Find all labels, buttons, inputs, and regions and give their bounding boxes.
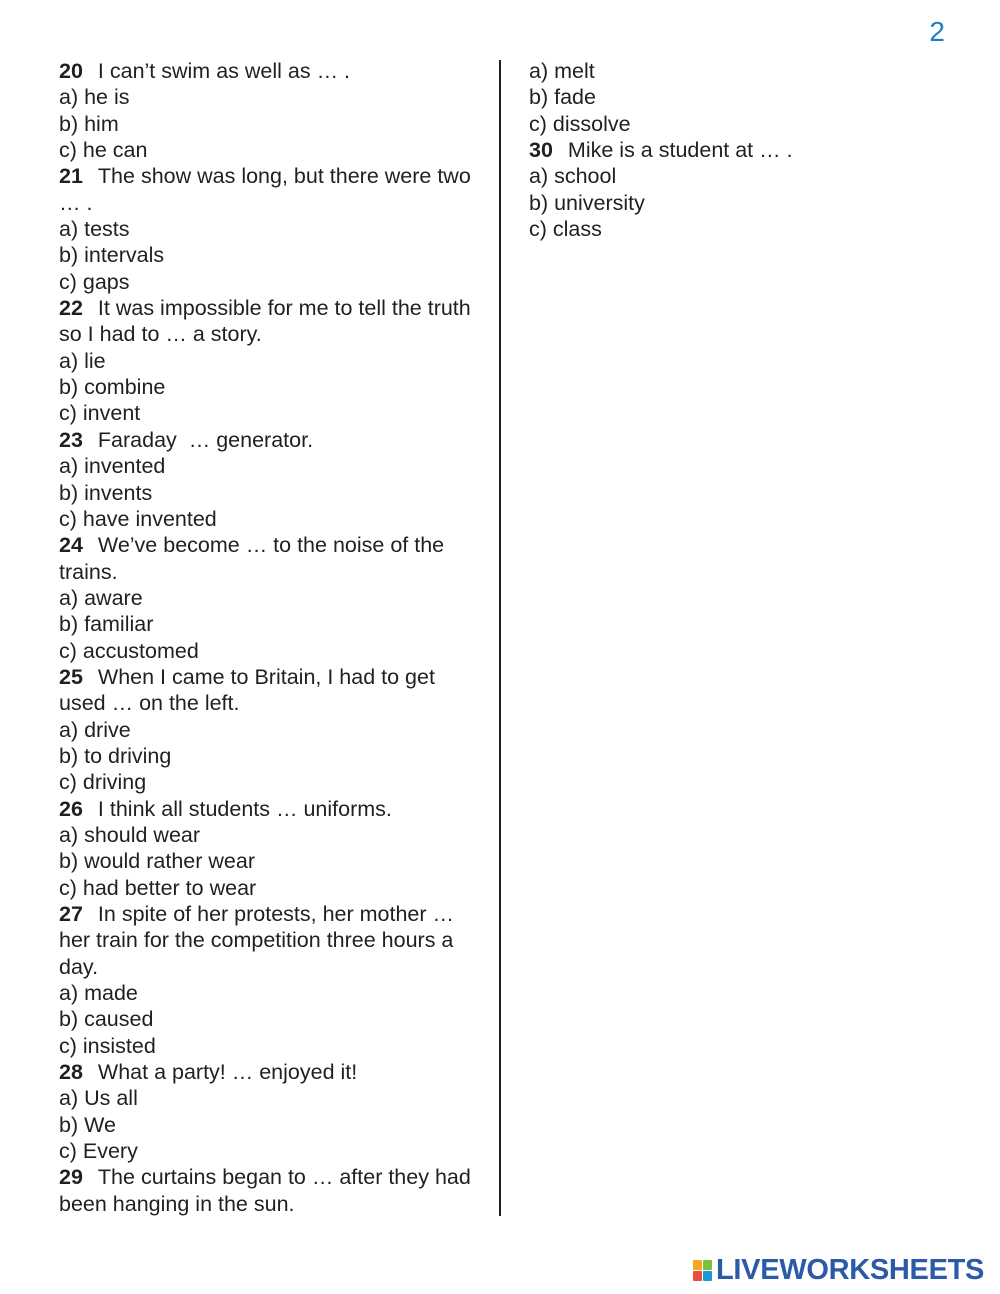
question-text: What a party! … enjoyed it! bbox=[97, 1060, 358, 1085]
question-text: Faraday … generator. bbox=[97, 427, 314, 452]
question-text: I think all students … uniforms. bbox=[97, 796, 392, 821]
column-divider bbox=[499, 60, 501, 1216]
option-21a[interactable]: a) tests bbox=[59, 217, 130, 242]
option-30b[interactable]: b) university bbox=[529, 190, 645, 215]
question-20 bbox=[59, 58, 479, 84]
option-21c[interactable]: c) gaps bbox=[59, 269, 130, 294]
question-number: 21 bbox=[59, 164, 83, 189]
question-29 bbox=[59, 1164, 479, 1217]
question-text: When I came to Britain, I had to get used … on the left. bbox=[59, 664, 435, 716]
left-column bbox=[59, 58, 479, 1217]
option-23c[interactable]: c) have invented bbox=[59, 506, 217, 531]
question-28 bbox=[59, 1059, 479, 1085]
option-21b[interactable]: b) intervals bbox=[59, 243, 165, 268]
option-22c[interactable]: c) invent bbox=[59, 401, 141, 426]
option-28b[interactable]: b) We bbox=[59, 1112, 116, 1137]
option-23b[interactable]: b) invents bbox=[59, 480, 153, 505]
question-number: 27 bbox=[59, 902, 83, 926]
option-24a[interactable]: a) aware bbox=[59, 585, 143, 610]
option-27c[interactable]: c) insisted bbox=[59, 1033, 156, 1058]
option-25b[interactable]: b) to driving bbox=[59, 743, 172, 768]
option-29b[interactable]: b) fade bbox=[529, 85, 596, 110]
option-25c[interactable]: c) driving bbox=[59, 770, 147, 795]
question-number: 22 bbox=[59, 296, 83, 321]
option-28a[interactable]: a) Us all bbox=[59, 1086, 138, 1111]
question-number: 30 bbox=[529, 138, 553, 163]
option-26b[interactable]: b) would rather wear bbox=[59, 849, 255, 874]
question-number: 20 bbox=[59, 59, 83, 83]
question-text: In spite of her protests, her mother … her train for the competition three hours a day. bbox=[59, 902, 455, 979]
logo-square bbox=[703, 1260, 712, 1270]
question-number: 29 bbox=[59, 1165, 83, 1190]
option-23a[interactable]: a) invented bbox=[59, 454, 166, 479]
logo-text: LIVEWORKSHEETS bbox=[716, 1253, 985, 1286]
option-26a[interactable]: a) should wear bbox=[59, 822, 201, 847]
option-24c[interactable]: c) accustomed bbox=[59, 638, 199, 663]
logo-square bbox=[693, 1260, 702, 1270]
question-25 bbox=[59, 664, 479, 717]
option-26c[interactable]: c) had better to wear bbox=[59, 875, 257, 900]
question-text: The curtains began to … after they had been hanging in the sun. bbox=[59, 1165, 471, 1216]
question-text: I can’t swim as well as … . bbox=[97, 59, 351, 83]
option-29a[interactable]: a) melt bbox=[529, 59, 595, 83]
option-27b[interactable]: b) caused bbox=[59, 1007, 154, 1032]
option-20b[interactable]: b) him bbox=[59, 111, 119, 136]
liveworksheets-logo-icon bbox=[693, 1260, 712, 1281]
question-number: 28 bbox=[59, 1060, 83, 1085]
question-26 bbox=[59, 796, 479, 822]
option-29c[interactable]: c) dissolve bbox=[529, 111, 631, 136]
option-24b[interactable]: b) familiar bbox=[59, 612, 154, 637]
question-text: The show was long, but there were two … . bbox=[59, 164, 471, 215]
option-20c[interactable]: c) he can bbox=[59, 138, 148, 163]
option-25a[interactable]: a) drive bbox=[59, 717, 131, 742]
liveworksheets-logo[interactable] bbox=[693, 1254, 984, 1286]
question-30 bbox=[529, 137, 949, 163]
question-21 bbox=[59, 163, 479, 216]
question-22 bbox=[59, 295, 479, 348]
page-number: 2 bbox=[929, 16, 945, 47]
question-23 bbox=[59, 427, 479, 453]
option-22b[interactable]: b) combine bbox=[59, 375, 166, 400]
question-text: Mike is a student at … . bbox=[567, 138, 793, 163]
question-number: 24 bbox=[59, 533, 83, 558]
option-30a[interactable]: a) school bbox=[529, 164, 617, 189]
right-column bbox=[529, 58, 949, 242]
option-27a[interactable]: a) made bbox=[59, 981, 138, 1006]
question-27 bbox=[59, 901, 479, 980]
option-22a[interactable]: a) lie bbox=[59, 348, 106, 373]
question-text: We’ve become … to the noise of the trains. bbox=[59, 533, 445, 584]
question-24 bbox=[59, 532, 479, 585]
question-number: 26 bbox=[59, 796, 83, 821]
logo-square bbox=[703, 1271, 712, 1281]
logo-square bbox=[693, 1271, 702, 1281]
option-28c[interactable]: c) Every bbox=[59, 1139, 138, 1164]
question-number: 23 bbox=[59, 427, 83, 452]
question-number: 25 bbox=[59, 664, 83, 689]
option-20a[interactable]: a) he is bbox=[59, 85, 130, 110]
question-text: It was impossible for me to tell the truth so I had to … a story. bbox=[59, 296, 471, 347]
option-30c[interactable]: c) class bbox=[529, 217, 602, 242]
